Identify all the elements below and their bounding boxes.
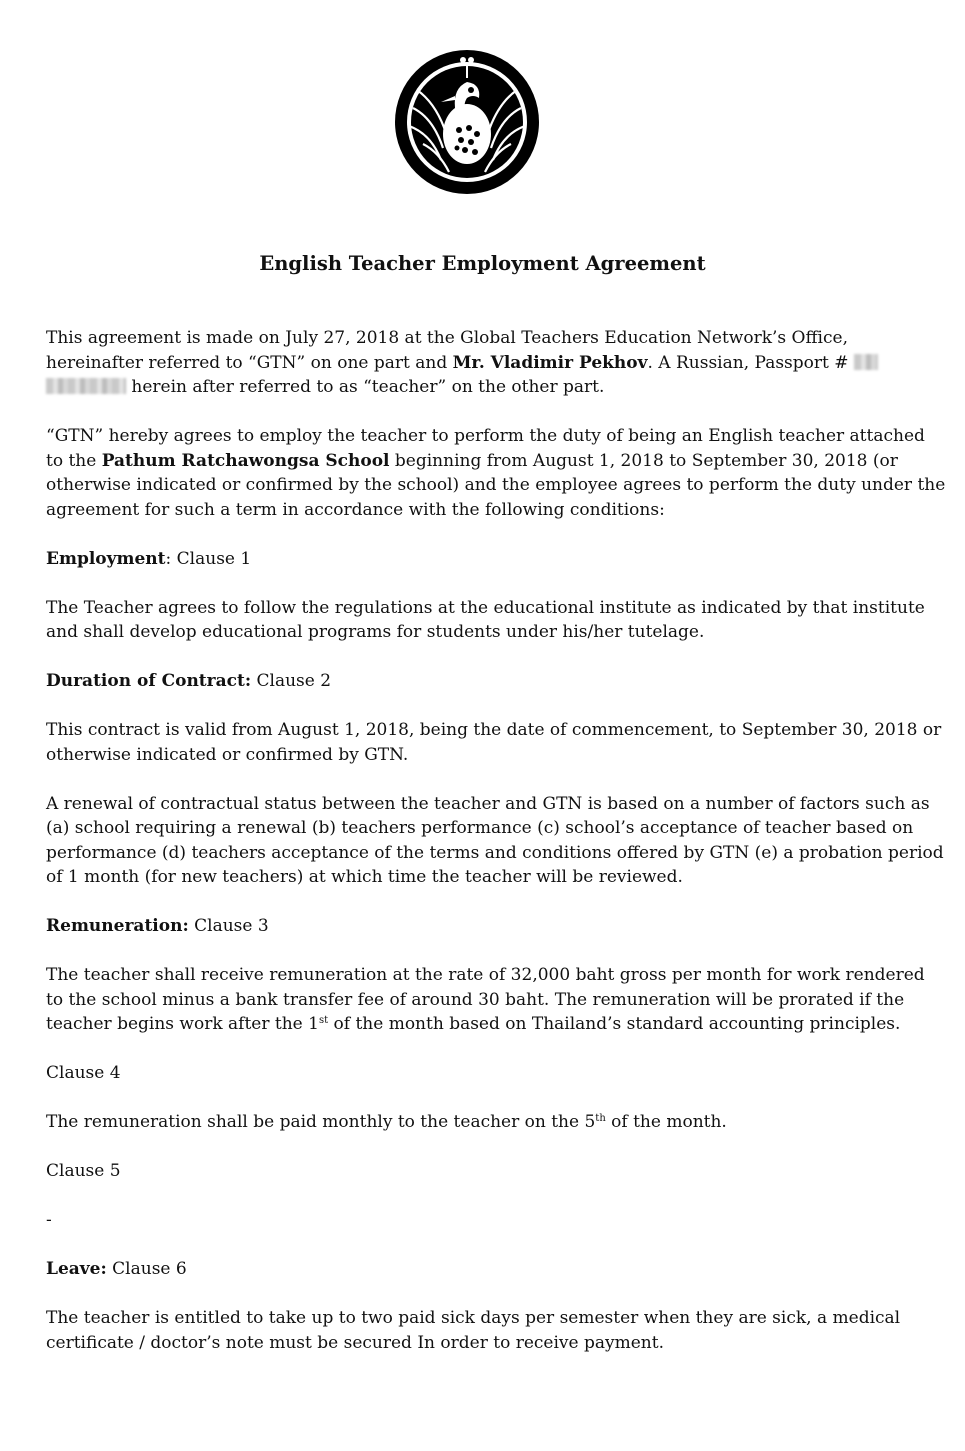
- clause2-text: This contract is valid from August 1, 2018, being the date of commencement, to September 30, 2018 or otherwise indicated or confirmed by GTN.: [46, 720, 942, 765]
- clause4-text: The remuneration shall be paid monthly to the teacher on the 5th of the month.: [46, 1112, 727, 1132]
- clause1-text: The Teacher agrees to follow the regulations at the educational institute as indicated by that institute and shall develop educational programs for students under his/her tutelage.: [46, 597, 925, 642]
- teacher-name: Mr. Vladimir Pekhov: [452, 352, 648, 373]
- clause2-heading: Duration of Contract: Clause 2: [46, 671, 332, 691]
- clause6-text: The teacher is entitled to take up to two paid sick days per semester when they are sick, a medical certificate / doctor’s note must be secured In order to receive payment.: [46, 1308, 901, 1353]
- school-name: Pathum Ratchawongsa School: [101, 450, 390, 471]
- agreement-body: [46, 326, 946, 1380]
- clause1-heading: Employment: Clause 1: [46, 548, 252, 569]
- clause3-heading: Remuneration: Clause 3: [46, 916, 269, 936]
- peacock-emblem-icon: [393, 48, 541, 196]
- redacted-passport: [854, 354, 878, 370]
- engagement-paragraph: “GTN” hereby agrees to employ the teacher to perform the duty of being an English teacher attached to the Pathum Ratchawongsa School beginning from August 1, 2018 to September 30, 2018 (or otherwise indicated or confirmed by the school) and the employee agrees to perform the duty under the agreement for such a term in accordance with the following conditions:: [46, 426, 946, 520]
- clause5-heading: Clause 5: [46, 1161, 121, 1181]
- clause3-text: The teacher shall receive remuneration at the rate of 32,000 baht gross per month for work rendered to the school minus a bank transfer fee of around 30 baht. The remuneration will be prorated if the teacher begins work after the 1st of the month based on Thailand’s standard accounting principles.: [46, 965, 925, 1034]
- clause4-heading: Clause 4: [46, 1063, 121, 1083]
- clause5-text: -: [46, 1210, 52, 1230]
- intro-paragraph: This agreement is made on July 27, 2018 at the Global Teachers Education Network’s Office, hereinafter referred to “GTN” on one part and Mr. Vladimir Pekhov. A Russian, Passport # herein after referred to as “teacher” on the other part.: [46, 326, 946, 400]
- clause2-renewal: A renewal of contractual status between the teacher and GTN is based on a number of factors such as (a) school requiring a renewal (b) teachers performance (c) school’s acceptance of teacher based on performance (d) teachers acceptance of the terms and conditions offered by GTN (e) a probation period of 1 month (for new teachers) at which time the teacher will be reviewed.: [46, 793, 944, 887]
- document-title: English Teacher Employment Agreement: [259, 252, 706, 275]
- clause6-heading: Leave: Clause 6: [46, 1259, 187, 1279]
- redacted-passport: [46, 378, 126, 394]
